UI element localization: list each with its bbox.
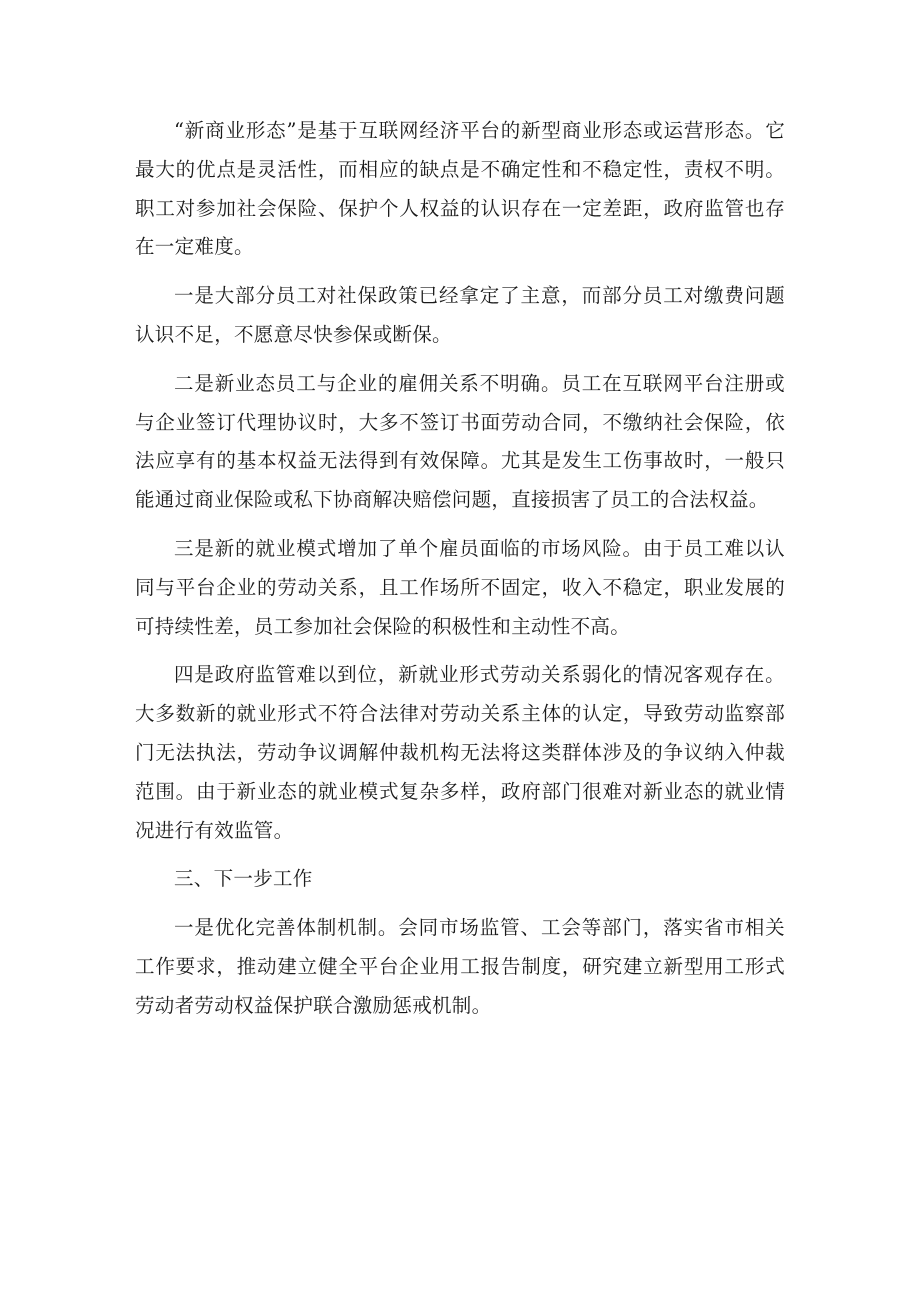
paragraph-next-step-one: 一是优化完善体制机制。会同市场监管、工会等部门，落实省市相关工作要求，推动建立健全平台企业用工报告制度，研究建立新型用工形式劳动者劳动权益保护联合激励惩戒机制。 xyxy=(135,916,785,1017)
paragraph-point-two: 二是新业态员工与企业的雇佣关系不明确。员工在互联网平台注册或与企业签订代理协议时，大多不签订书面劳动合同，不缴纳社会保险，依法应享有的基本权益无法得到有效保障。尤其是发生工伤事故时，一般只能通过商业保险或私下协商解决赔偿问题，直接损害了员工的合法权益。 xyxy=(135,371,785,512)
document-body xyxy=(135,112,785,1036)
paragraph-point-four: 四是政府监管难以到位，新就业形式劳动关系弱化的情况客观存在。大多数新的就业形式不符合法律对劳动关系主体的认定，导致劳动监察部门无法执法，劳动争议调解仲裁机构无法将这类群体涉及的争议纳入仲裁范围。由于新业态的就业模式复杂多样，政府部门很难对新业态的就业情况进行有效监管。 xyxy=(135,663,785,842)
section-heading: 三、下一步工作 xyxy=(174,867,313,891)
paragraph-new-business-form: “新商业形态”是基于互联网经济平台的新型商业形态或运营形态。它最大的优点是灵活性，而相应的缺点是不确定性和不稳定性，责权不明。职工对参加社会保险、保护个人权益的认识存在一定差距，政府监管也存在一定难度。 xyxy=(135,119,785,259)
paragraph-point-one: 一是大部分员工对社保政策已经拿定了主意，而部分员工对缴费问题认识不足，不愿意尽快参保或断保。 xyxy=(135,284,785,346)
paragraph-point-three: 三是新的就业模式增加了单个雇员面临的市场风险。由于员工难以认同与平台企业的劳动关系，且工作场所不固定，收入不稳定，职业发展的可持续性差，员工参加社会保险的积极性和主动性不高。 xyxy=(135,536,785,638)
